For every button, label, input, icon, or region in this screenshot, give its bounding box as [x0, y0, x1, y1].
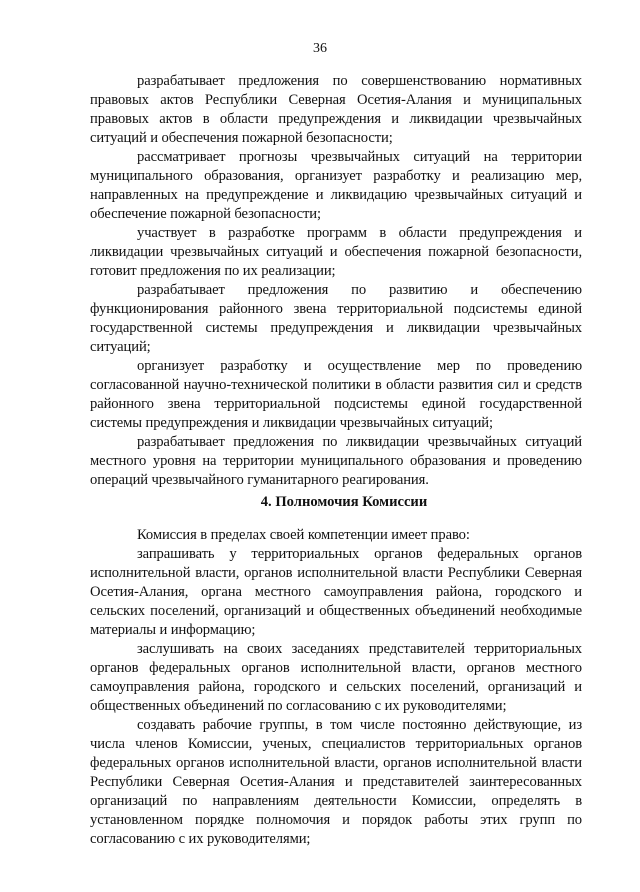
paragraph: организует разработку и осуществление мер по проведению согласованной научно-технической политики в области развития сил и средств районного звена территориальной подсистемы единой государственной системы предупреждения и ликвидации чрезвычайных ситуаций; — [90, 358, 582, 431]
section-functions — [90, 72, 582, 490]
paragraph: разрабатывает предложения по ликвидации чрезвычайных ситуаций местного уровня на территории муниципального образования и проведению операций чрезвычайного гуманитарного реагирования. — [90, 434, 582, 488]
page-number: 36 — [313, 41, 327, 56]
paragraph: создавать рабочие группы, в том числе постоянно действующие, из числа членов Комиссии, ученых, специалистов территориальных органов федеральных органов исполнительной власти, органов исполнительной власти Республики Северная Осетия-Алания и представителей заинтересованных организаций по направлениям деятельности Комиссии, определять в установленном порядке полномочия и порядок работы этих групп по согласованию с их руководителями; — [90, 717, 582, 847]
paragraph: рассматривает прогнозы чрезвычайных ситуаций на территории муниципального образования, организует разработку и реализацию мер, направленных на предупреждение и ликвидацию чрезвычайных ситуаций и обеспечение пожарной безопасности; — [90, 149, 582, 222]
paragraph: запрашивать у территориальных органов федеральных органов исполнительной власти, органов исполнительной власти Республики Северная Осетия-Алания, органа местного самоуправления района, городского и сельских поселений, организаций и общественных объединений необходимые материалы и информацию; — [90, 546, 582, 638]
paragraph: разрабатывает предложения по развитию и обеспечению функционирования районного звена территориальной подсистемы единой государственной системы предупреждения и ликвидации чрезвычайных ситуаций; — [90, 282, 582, 355]
section-powers — [90, 526, 582, 849]
paragraph: Комиссия в пределах своей компетенции имеет право: — [137, 527, 470, 543]
section-heading: 4. Полномочия Комиссии — [260, 494, 428, 510]
paragraph: разрабатывает предложения по совершенствованию нормативных правовых актов Республики Северная Осетия-Алания и муниципальных правовых актов в области предупреждения и ликвидации чрезвычайных ситуаций и обеспечения пожарной безопасности; — [90, 73, 582, 146]
paragraph: участвует в разработке программ в области предупреждения и ликвидации чрезвычайных ситуаций и обеспечения пожарной безопасности, готовит предложения по их реализации; — [90, 225, 582, 279]
paragraph: заслушивать на своих заседаниях представителей территориальных органов федеральных органов исполнительной власти, органов местного самоуправления района, городского и сельских поселений, организаций и общественных объединений по согласованию с их руководителями; — [90, 641, 582, 714]
